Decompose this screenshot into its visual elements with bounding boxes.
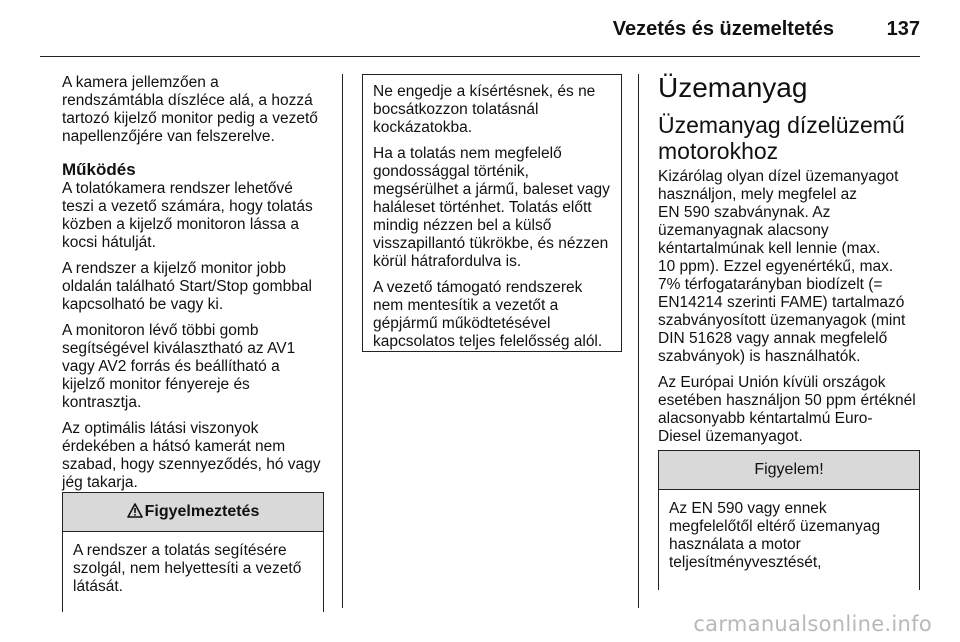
warning-box-header (63, 493, 323, 532)
column-divider-left (342, 74, 343, 608)
caution-box-body: Az EN 590 vagy ennek megfelelőtől eltérő üzemanyag használata a motor teljesítményvesztését, (669, 500, 881, 571)
header-title: Vezetés és üzemeltetés (612, 18, 834, 40)
operation-paragraph-4: Az optimális látási viszonyok érdekében a hátsó kamerát nem szabad, hogy szennyeződés, hó vagy jég takarja. (62, 420, 321, 491)
note-paragraph-1: Ne engedje a kísértésnek, és ne bocsátkozzon tolatásnál kockázatokba. (373, 83, 596, 136)
diesel-paragraph-2: Az Európai Unión kívüli országok esetében használjon 50 ppm értéknél alacsonyabb kéntartalmú Euro- Diesel üzemanyagot. (658, 374, 916, 445)
warning-triangle-icon (127, 495, 143, 533)
note-paragraph-3: A vezető támogató rendszerek nem mentesítik a vezetőt a gépjármű működtetésével kapcsolatos teljes felelősség alól. (373, 279, 603, 350)
operation-paragraph-2: A rendszer a kijelző monitor jobb oldalán található Start/Stop gombbal kapcsolható be vagy ki. (62, 260, 312, 313)
page-number: 137 (886, 18, 920, 40)
note-box (362, 74, 622, 352)
column-right (658, 72, 922, 454)
warning-box-title: Figyelmeztetés (144, 503, 260, 520)
page-header (40, 14, 920, 54)
column-left (62, 74, 324, 500)
section-title: Üzemanyag (658, 72, 808, 103)
note-box-body (363, 75, 621, 351)
warning-box (62, 492, 324, 612)
column-divider-right (638, 74, 639, 608)
header-rule (40, 56, 920, 57)
operation-heading: Működés (62, 160, 136, 179)
subsection-title: Üzemanyag dízelüzemű motorokhoz (658, 112, 905, 164)
warning-box-body: A rendszer a tolatás segítésére szolgál, nem helyettesíti a vezető látását. (73, 542, 302, 595)
caution-box-header: Figyelem! (659, 451, 919, 490)
operation-paragraph-1: A tolatókamera rendszer lehetővé teszi a vezető számára, hogy tolatás közben a kijelző monitoron lássa a kocsi hátulját. (62, 180, 313, 251)
caution-box (658, 450, 920, 590)
operation-paragraph-3: A monitoron lévő többi gomb segítségével kiválasztható az AV1 vagy AV2 forrás és beállítható a kijelző monitor fényereje és kontrasztja. (62, 322, 296, 411)
intro-paragraph: A kamera jellemzően a rendszámtábla díszléce alá, a hozzá tartozó kijelző monitor pedig a vezető napellenzőjére van felszerelve. (62, 74, 318, 145)
watermark: carmanualsonline.info (693, 612, 932, 636)
note-paragraph-2: Ha a tolatás nem megfelelő gondossággal történik, megsérülhet a jármű, baleset vagy haláleset történhet. Tolatás előtt mindig nézzen bel a külső visszapillantó tükrökbe, és nézzen körül hátrafordulva is. (373, 145, 610, 270)
diesel-paragraph-1: Kizárólag olyan dízel üzemanyagot használjon, mely megfelel az EN 590 szabványnak. Az üzemanyagnak alacsony kéntartalmúnak kell lennie (max. 10 ppm). Ezzel egyenértékű, max. 7% térfogatarányban biodízelt (= EN14214 szerinti FAME) tartalmazó szabványosított üzemanyagok (mint DIN 51628 vagy annak megfelelő szabványok) is használhatók. (658, 168, 906, 365)
